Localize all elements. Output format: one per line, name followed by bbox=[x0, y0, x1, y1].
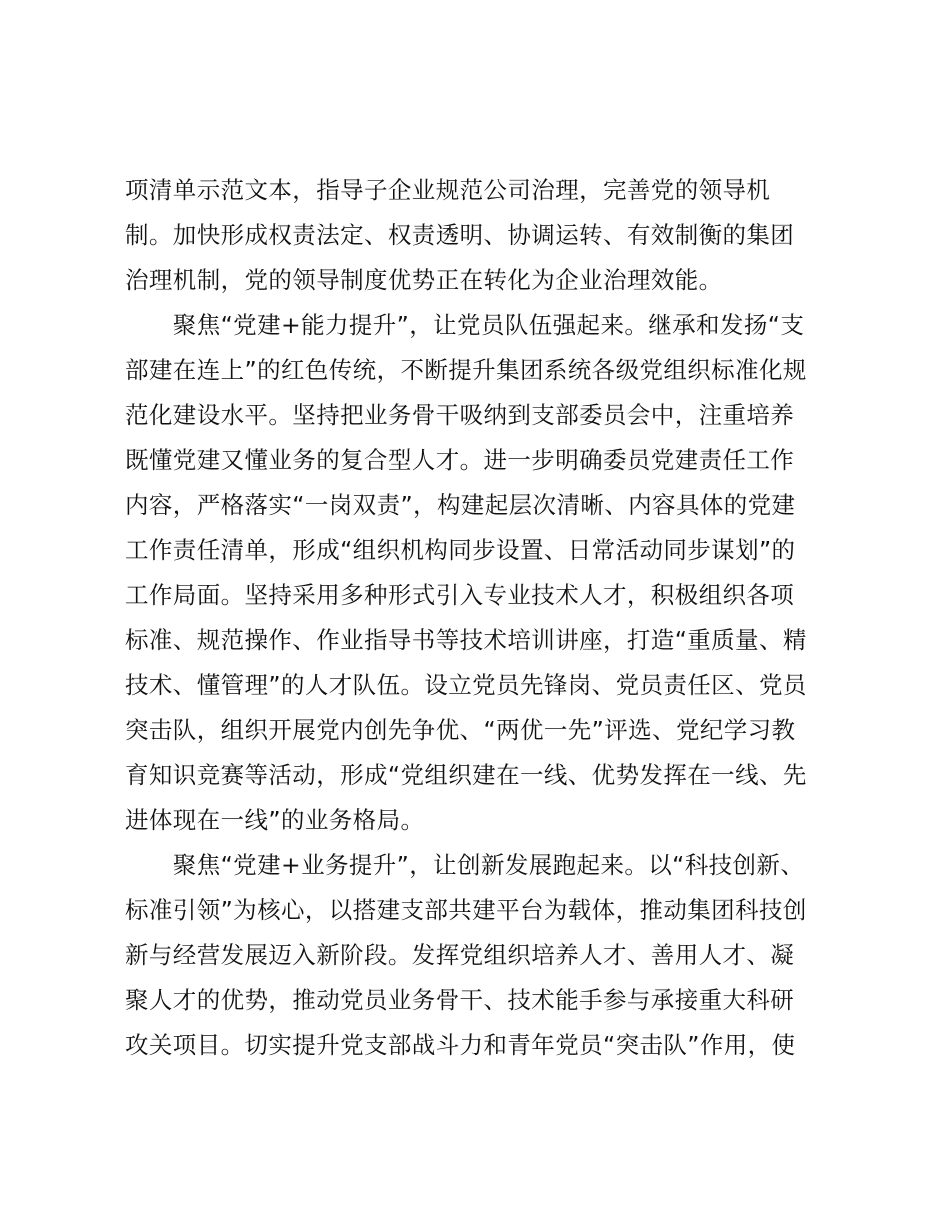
text-line: 育知识竞赛等活动，形成“党组织建在一线、优势发挥在一线、先 bbox=[125, 761, 807, 789]
text-line: 范化建设水平。坚持把业务骨干吸纳到支部委员会中，注重培养 bbox=[125, 401, 795, 429]
text-line: 标准、规范操作、作业指导书等技术培训讲座，打造“重质量、精 bbox=[125, 626, 807, 654]
text-line: 聚焦“党建+业务提升”，让创新发展跑起来。以“科技创新、 bbox=[125, 851, 805, 879]
text-line: 部建在连上”的红色传统，不断提升集团系统各级党组织标准化规 bbox=[125, 356, 807, 384]
text-line: 聚人才的优势，推动党员业务骨干、技术能手参与承接重大科研 bbox=[125, 986, 795, 1014]
text-line: 内容，严格落实“一岗双责”，构建起层次清晰、内容具体的党建 bbox=[125, 491, 796, 519]
text-line: 工作责任清单，形成“组织机构同步设置、日常活动同步谋划”的 bbox=[125, 536, 796, 564]
text-line: 技术、懂管理”的人才队伍。设立党员先锋岗、党员责任区、党员 bbox=[125, 671, 807, 699]
text-line: 攻关项目。切实提升党支部战斗力和青年党员“突击队”作用，使 bbox=[125, 1031, 796, 1059]
text-line: 治理机制，党的领导制度优势正在转化为企业治理效能。 bbox=[125, 266, 723, 294]
text-line: 突击队，组织开展党内创先争优、“两优一先”评选、党纪学习教 bbox=[125, 716, 796, 744]
text-line: 制。加快形成权责法定、权责透明、协调运转、有效制衡的集团 bbox=[125, 221, 795, 249]
text-line: 项清单示范文本，指导子企业规范公司治理，完善党的领导机 bbox=[125, 176, 771, 204]
text-line: 聚焦“党建+能力提升”，让党员队伍强起来。继承和发扬“支 bbox=[125, 311, 805, 339]
text-line: 标准引领”为核心，以搭建支部共建平台为载体，推动集团科技创 bbox=[125, 896, 807, 924]
text-line: 既懂党建又懂业务的复合型人才。进一步明确委员党建责任工作 bbox=[125, 446, 795, 474]
text-line: 进体现在一线”的业务格局。 bbox=[125, 806, 425, 834]
text-line: 新与经营发展迈入新阶段。发挥党组织培养人才、善用人才、凝 bbox=[125, 941, 795, 969]
text-line: 工作局面。坚持采用多种形式引入专业技术人才，积极组织各项 bbox=[125, 581, 795, 609]
body-text bbox=[125, 168, 835, 1068]
